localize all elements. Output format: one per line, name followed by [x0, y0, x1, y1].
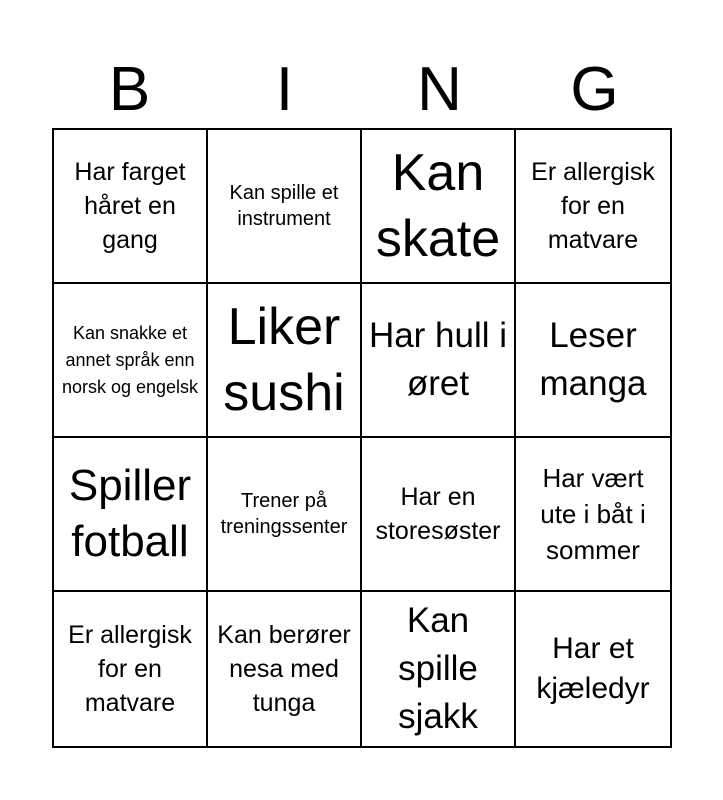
- bingo-cell[interactable]: [516, 284, 670, 438]
- bingo-cell[interactable]: [54, 130, 208, 284]
- bingo-cell[interactable]: [208, 284, 362, 438]
- bingo-cell[interactable]: [54, 438, 208, 592]
- bingo-cell[interactable]: [54, 592, 208, 746]
- header-letter-i: I: [275, 55, 294, 124]
- bingo-cell-text: Spiller fotball: [68, 461, 192, 566]
- bingo-cell[interactable]: [208, 130, 362, 284]
- bingo-cell[interactable]: [362, 438, 516, 592]
- bingo-cell-text: Kan spille sjakk: [398, 601, 478, 736]
- bingo-cell[interactable]: [362, 592, 516, 746]
- bingo-cell-text: Har en storesøster: [375, 483, 501, 545]
- bingo-cell-text: Kan snakke et annet språk enn norsk og engelsk: [61, 322, 199, 397]
- bingo-cell-text: Kan skate: [375, 144, 501, 268]
- bingo-cell-text: Har farget håret en gang: [74, 158, 186, 254]
- bingo-cell[interactable]: [516, 592, 670, 746]
- bingo-cell[interactable]: [516, 130, 670, 284]
- bingo-cell-text: Kan berører nesa med tunga: [217, 621, 351, 717]
- bingo-cell[interactable]: [208, 592, 362, 746]
- bingo-cell[interactable]: [362, 130, 516, 284]
- bingo-board: [52, 128, 672, 748]
- bingo-cell-text: Trener på treningssenter: [220, 490, 348, 538]
- bingo-cell-text: Liker sushi: [223, 298, 345, 422]
- bingo-cell[interactable]: [208, 438, 362, 592]
- bingo-cell-text: Er allergisk for en matvare: [531, 158, 655, 254]
- bingo-cell[interactable]: [54, 284, 208, 438]
- bingo-cell[interactable]: [362, 284, 516, 438]
- bingo-cell-text: Leser manga: [539, 316, 647, 403]
- bingo-cell-text: Har vært ute i båt i sommer: [540, 463, 646, 565]
- bingo-cell-text: Er allergisk for en matvare: [68, 621, 192, 717]
- header-letter-n: N: [417, 55, 462, 124]
- bingo-cell[interactable]: [516, 438, 670, 592]
- bingo-cell-text: Har et kjæledyr: [536, 632, 650, 705]
- header-letter-g: G: [570, 55, 619, 124]
- bingo-header: [52, 52, 672, 128]
- bingo-cell-text: Har hull i øret: [368, 316, 508, 403]
- bingo-cell-text: Kan spille et instrument: [229, 182, 339, 230]
- header-letter-b: B: [108, 55, 151, 124]
